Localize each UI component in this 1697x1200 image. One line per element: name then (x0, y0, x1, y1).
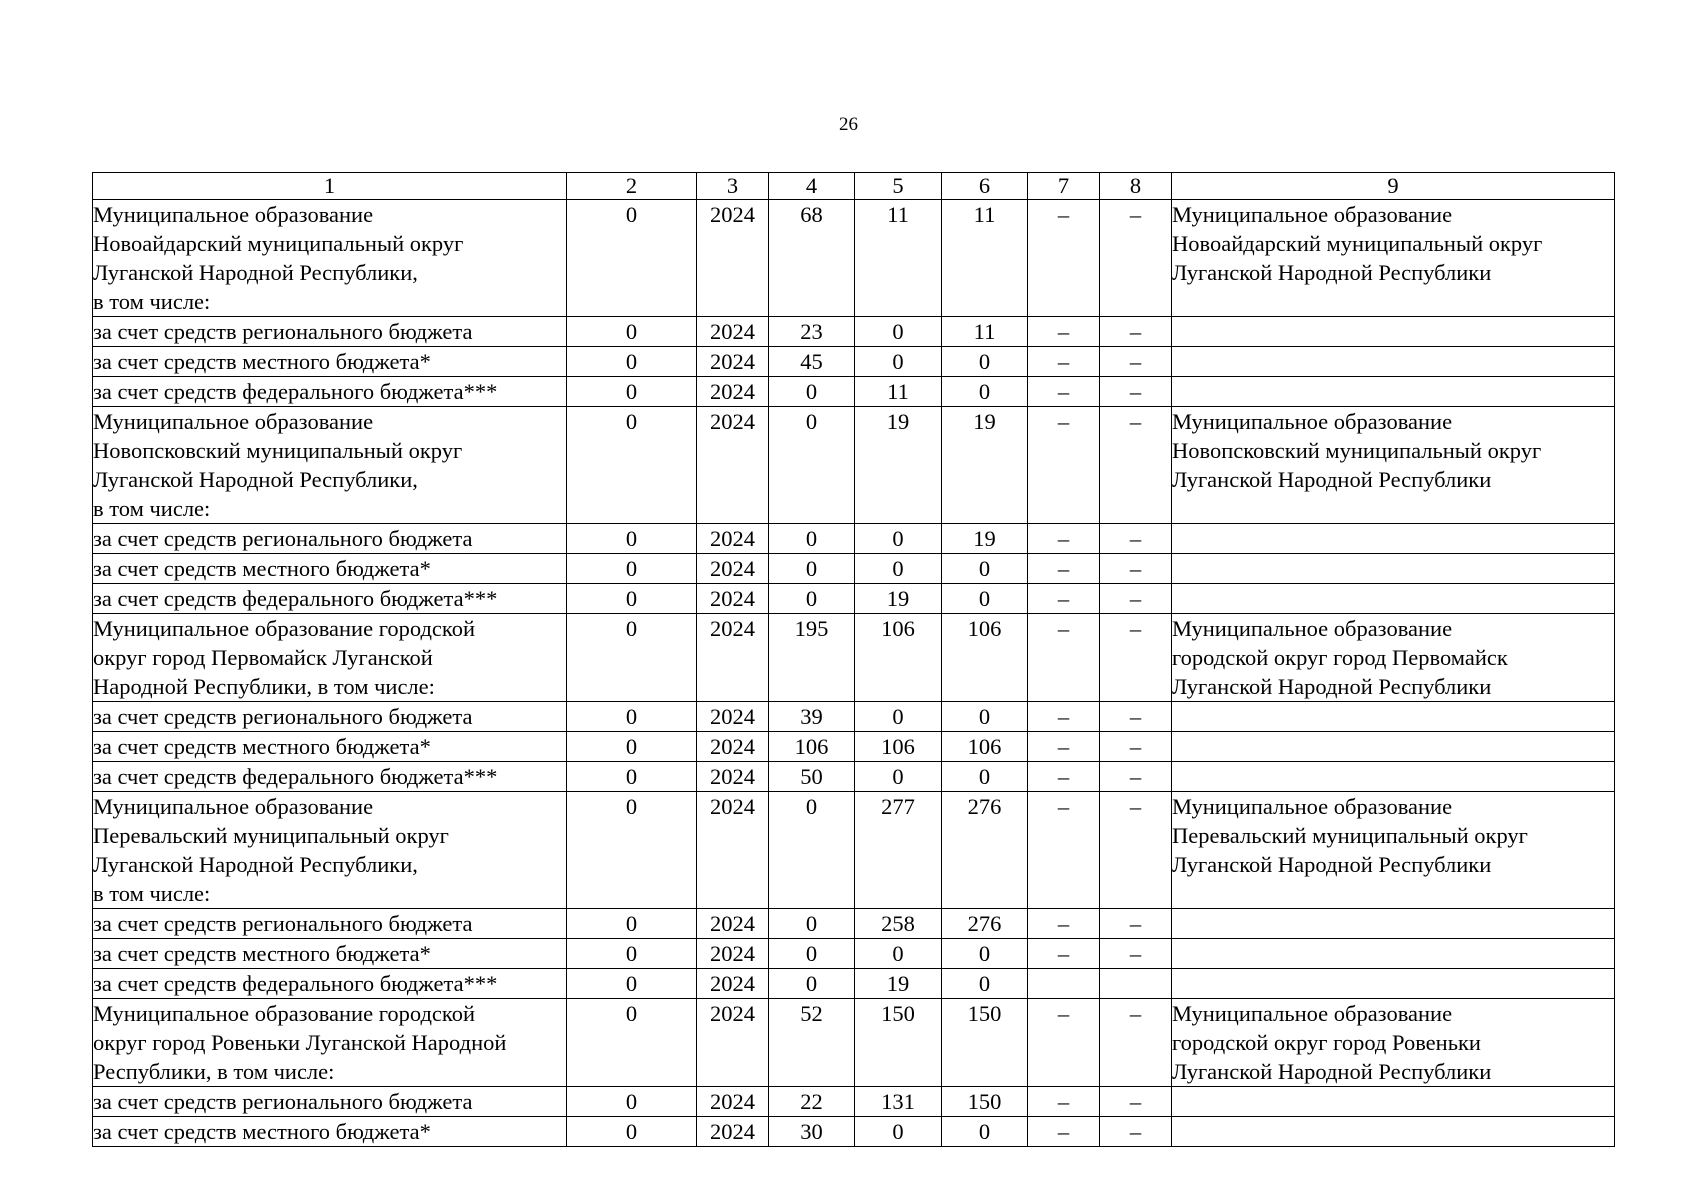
col2-cell: 0 (567, 584, 697, 614)
col6-cell: 0 (942, 584, 1028, 614)
table-row (93, 317, 1615, 347)
recipient-cell: Муниципальное образование Новопсковский муниципальный округ Луганской Народной Республики (1172, 407, 1615, 524)
col5-cell: 0 (855, 317, 942, 347)
col7-cell: – (1028, 347, 1100, 377)
col8-cell: – (1100, 317, 1172, 347)
col2-cell: 0 (567, 999, 697, 1087)
col6-cell: 19 (942, 407, 1028, 524)
year-cell: 2024 (697, 909, 769, 939)
column-header: 8 (1100, 173, 1172, 200)
col4-cell: 0 (769, 969, 855, 999)
recipient-cell (1172, 939, 1615, 969)
column-header: 7 (1028, 173, 1100, 200)
col5-cell: 0 (855, 1117, 942, 1147)
row-name-cell: за счет средств регионального бюджета (93, 317, 567, 347)
table-row (93, 939, 1615, 969)
col6-cell: 0 (942, 347, 1028, 377)
col5-cell: 11 (855, 200, 942, 317)
col7-cell: – (1028, 614, 1100, 702)
table-row (93, 407, 1615, 524)
col7-cell: – (1028, 317, 1100, 347)
col2-cell: 0 (567, 317, 697, 347)
col6-cell: 0 (942, 377, 1028, 407)
col8-cell: – (1100, 702, 1172, 732)
col8-cell: – (1100, 407, 1172, 524)
col2-cell: 0 (567, 377, 697, 407)
table-row (93, 909, 1615, 939)
header-row (93, 173, 1615, 200)
col4-cell: 106 (769, 732, 855, 762)
table-row (93, 732, 1615, 762)
col5-cell: 19 (855, 969, 942, 999)
col2-cell: 0 (567, 614, 697, 702)
table-row (93, 969, 1615, 999)
table-row (93, 584, 1615, 614)
column-header: 9 (1172, 173, 1615, 200)
recipient-cell: Муниципальное образование Новоайдарский муниципальный округ Луганской Народной Республики (1172, 200, 1615, 317)
recipient-cell (1172, 347, 1615, 377)
table-row (93, 702, 1615, 732)
col8-cell: – (1100, 524, 1172, 554)
row-name-cell: Муниципальное образование Новопсковский муниципальный округ Луганской Народной Республики, в том числе: (93, 407, 567, 524)
row-name-cell: за счет средств регионального бюджета (93, 524, 567, 554)
col4-cell: 30 (769, 1117, 855, 1147)
col4-cell: 68 (769, 200, 855, 317)
col4-cell: 52 (769, 999, 855, 1087)
year-cell: 2024 (697, 792, 769, 909)
col6-cell: 106 (942, 732, 1028, 762)
col6-cell: 0 (942, 762, 1028, 792)
table-body (93, 200, 1615, 1147)
col8-cell: – (1100, 939, 1172, 969)
year-cell: 2024 (697, 554, 769, 584)
row-name-cell: Муниципальное образование Перевальский муниципальный округ Луганской Народной Республики, в том числе: (93, 792, 567, 909)
row-name-cell: за счет средств федерального бюджета*** (93, 762, 567, 792)
year-cell: 2024 (697, 732, 769, 762)
col6-cell: 11 (942, 317, 1028, 347)
col7-cell: – (1028, 377, 1100, 407)
col8-cell (1100, 969, 1172, 999)
col5-cell: 19 (855, 584, 942, 614)
col7-cell: – (1028, 702, 1100, 732)
col2-cell: 0 (567, 524, 697, 554)
col2-cell: 0 (567, 732, 697, 762)
col8-cell: – (1100, 377, 1172, 407)
year-cell: 2024 (697, 762, 769, 792)
column-header: 6 (942, 173, 1028, 200)
column-header: 1 (93, 173, 567, 200)
col2-cell: 0 (567, 909, 697, 939)
col5-cell: 150 (855, 999, 942, 1087)
year-cell: 2024 (697, 939, 769, 969)
table-row (93, 762, 1615, 792)
col2-cell: 0 (567, 792, 697, 909)
col7-cell: – (1028, 999, 1100, 1087)
recipient-cell (1172, 969, 1615, 999)
col8-cell: – (1100, 347, 1172, 377)
col4-cell: 45 (769, 347, 855, 377)
col5-cell: 258 (855, 909, 942, 939)
column-header: 4 (769, 173, 855, 200)
year-cell: 2024 (697, 524, 769, 554)
col6-cell: 19 (942, 524, 1028, 554)
col7-cell: – (1028, 732, 1100, 762)
year-cell: 2024 (697, 1087, 769, 1117)
recipient-cell: Муниципальное образование городской округ город Первомайск Луганской Народной Республики (1172, 614, 1615, 702)
col7-cell: – (1028, 200, 1100, 317)
row-name-cell: Муниципальное образование городской округ город Ровеньки Луганской Народной Республики, в том числе: (93, 999, 567, 1087)
col6-cell: 106 (942, 614, 1028, 702)
col6-cell: 276 (942, 909, 1028, 939)
year-cell: 2024 (697, 377, 769, 407)
column-header: 3 (697, 173, 769, 200)
col6-cell: 0 (942, 969, 1028, 999)
column-header: 2 (567, 173, 697, 200)
recipient-cell (1172, 554, 1615, 584)
col6-cell: 0 (942, 702, 1028, 732)
table-row (93, 200, 1615, 317)
col4-cell: 39 (769, 702, 855, 732)
col6-cell: 276 (942, 792, 1028, 909)
recipient-cell (1172, 1087, 1615, 1117)
col2-cell: 0 (567, 939, 697, 969)
col4-cell: 50 (769, 762, 855, 792)
col5-cell: 19 (855, 407, 942, 524)
col8-cell: – (1100, 200, 1172, 317)
col2-cell: 0 (567, 1087, 697, 1117)
recipient-cell: Муниципальное образование городской округ город Ровеньки Луганской Народной Республики (1172, 999, 1615, 1087)
year-cell: 2024 (697, 614, 769, 702)
col5-cell: 0 (855, 554, 942, 584)
col5-cell: 0 (855, 347, 942, 377)
column-header: 5 (855, 173, 942, 200)
col2-cell: 0 (567, 762, 697, 792)
table-row (93, 614, 1615, 702)
col8-cell: – (1100, 909, 1172, 939)
col4-cell: 0 (769, 584, 855, 614)
col8-cell: – (1100, 1117, 1172, 1147)
budget-table (92, 172, 1615, 1147)
col7-cell: – (1028, 1117, 1100, 1147)
col5-cell: 0 (855, 702, 942, 732)
col2-cell: 0 (567, 347, 697, 377)
col5-cell: 106 (855, 732, 942, 762)
table-row (93, 554, 1615, 584)
col7-cell: – (1028, 909, 1100, 939)
col4-cell: 23 (769, 317, 855, 347)
table-row (93, 999, 1615, 1087)
col2-cell: 0 (567, 1117, 697, 1147)
table-row (93, 1117, 1615, 1147)
year-cell: 2024 (697, 200, 769, 317)
col5-cell: 0 (855, 524, 942, 554)
recipient-cell (1172, 524, 1615, 554)
col2-cell: 0 (567, 407, 697, 524)
col8-cell: – (1100, 732, 1172, 762)
col7-cell: – (1028, 554, 1100, 584)
col5-cell: 131 (855, 1087, 942, 1117)
page-number: 26 (839, 114, 858, 135)
recipient-cell (1172, 584, 1615, 614)
col7-cell: – (1028, 524, 1100, 554)
col5-cell: 277 (855, 792, 942, 909)
col7-cell: – (1028, 792, 1100, 909)
table-row (93, 377, 1615, 407)
year-cell: 2024 (697, 702, 769, 732)
recipient-cell: Муниципальное образование Перевальский муниципальный округ Луганской Народной Республики (1172, 792, 1615, 909)
col6-cell: 150 (942, 1087, 1028, 1117)
year-cell: 2024 (697, 999, 769, 1087)
col2-cell: 0 (567, 554, 697, 584)
col6-cell: 0 (942, 1117, 1028, 1147)
col8-cell: – (1100, 999, 1172, 1087)
col5-cell: 106 (855, 614, 942, 702)
col5-cell: 0 (855, 762, 942, 792)
col6-cell: 0 (942, 939, 1028, 969)
row-name-cell: за счет средств регионального бюджета (93, 1087, 567, 1117)
row-name-cell: Муниципальное образование Новоайдарский муниципальный округ Луганской Народной Республики, в том числе: (93, 200, 567, 317)
col7-cell: – (1028, 762, 1100, 792)
col5-cell: 11 (855, 377, 942, 407)
year-cell: 2024 (697, 1117, 769, 1147)
year-cell: 2024 (697, 584, 769, 614)
recipient-cell (1172, 702, 1615, 732)
year-cell: 2024 (697, 347, 769, 377)
col4-cell: 0 (769, 792, 855, 909)
recipient-cell (1172, 317, 1615, 347)
col8-cell: – (1100, 614, 1172, 702)
year-cell: 2024 (697, 317, 769, 347)
row-name-cell: за счет средств местного бюджета* (93, 939, 567, 969)
col4-cell: 22 (769, 1087, 855, 1117)
col2-cell: 0 (567, 200, 697, 317)
table-row (93, 347, 1615, 377)
col6-cell: 11 (942, 200, 1028, 317)
row-name-cell: за счет средств местного бюджета* (93, 554, 567, 584)
table-row (93, 1087, 1615, 1117)
col4-cell: 0 (769, 939, 855, 969)
col2-cell: 0 (567, 702, 697, 732)
table-row (93, 792, 1615, 909)
row-name-cell: за счет средств федерального бюджета*** (93, 969, 567, 999)
row-name-cell: за счет средств регионального бюджета (93, 909, 567, 939)
col7-cell: – (1028, 584, 1100, 614)
row-name-cell: за счет средств местного бюджета* (93, 732, 567, 762)
row-name-cell: за счет средств местного бюджета* (93, 347, 567, 377)
col6-cell: 0 (942, 554, 1028, 584)
row-name-cell: за счет средств местного бюджета* (93, 1117, 567, 1147)
recipient-cell (1172, 377, 1615, 407)
col7-cell: – (1028, 939, 1100, 969)
col8-cell: – (1100, 554, 1172, 584)
col7-cell: – (1028, 407, 1100, 524)
recipient-cell (1172, 909, 1615, 939)
col4-cell: 195 (769, 614, 855, 702)
col4-cell: 0 (769, 554, 855, 584)
year-cell: 2024 (697, 969, 769, 999)
col8-cell: – (1100, 1087, 1172, 1117)
col4-cell: 0 (769, 909, 855, 939)
table-row (93, 524, 1615, 554)
col8-cell: – (1100, 584, 1172, 614)
col8-cell: – (1100, 792, 1172, 909)
col6-cell: 150 (942, 999, 1028, 1087)
col4-cell: 0 (769, 407, 855, 524)
col8-cell: – (1100, 762, 1172, 792)
recipient-cell (1172, 762, 1615, 792)
row-name-cell: за счет средств федерального бюджета*** (93, 377, 567, 407)
year-cell: 2024 (697, 407, 769, 524)
col7-cell (1028, 969, 1100, 999)
col5-cell: 0 (855, 939, 942, 969)
col7-cell: – (1028, 1087, 1100, 1117)
recipient-cell (1172, 732, 1615, 762)
col4-cell: 0 (769, 377, 855, 407)
row-name-cell: за счет средств регионального бюджета (93, 702, 567, 732)
row-name-cell: за счет средств федерального бюджета*** (93, 584, 567, 614)
col2-cell: 0 (567, 969, 697, 999)
row-name-cell: Муниципальное образование городской округ город Первомайск Луганской Народной Республики, в том числе: (93, 614, 567, 702)
col4-cell: 0 (769, 524, 855, 554)
recipient-cell (1172, 1117, 1615, 1147)
